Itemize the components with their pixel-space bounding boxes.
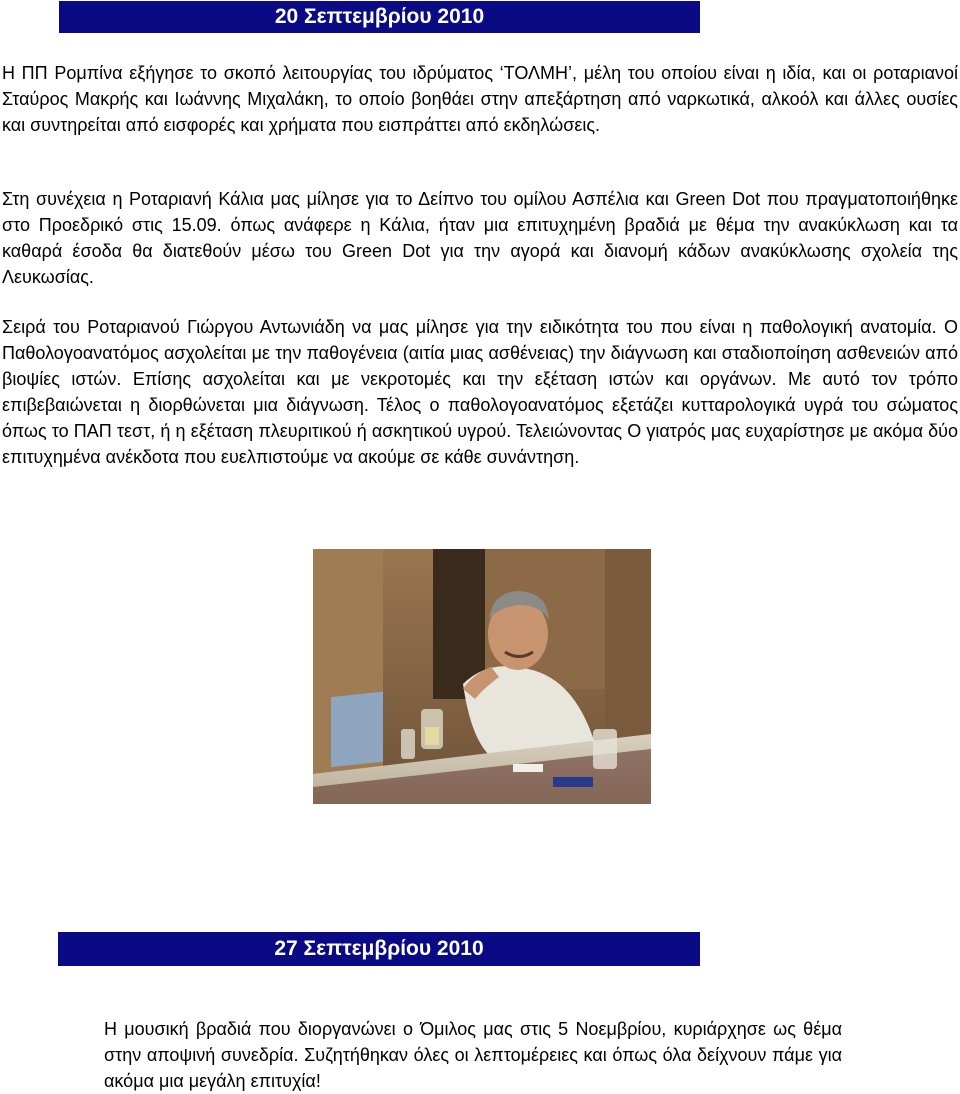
date-banner-27-sept xyxy=(58,932,700,966)
paragraph-pathology: Σειρά του Ροταριανού Γιώργου Αντωνιάδη να μας μίλησε για την ειδικότητα του που είναι η παθολογική ανατομία. Ο Παθολογοανατόμος ασχολείται με την παθογένεια (αιτία μιας ασθένειας) την διάγνωση και σταδιοποίηση ασθενειών από βιοψίες ιστών. Επίσης ασχολείται και με νεκροτομές και την εξέταση ιστών και οργάνων. Με αυτό τον τρόπο επιβεβαιώνεται η διορθώνεται μια διάγνωση. Τέλος ο παθολογοανατόμος εξετάζει κυτταρολογικά υγρά του σώματος όπως το ΠΑΠ τεστ, ή η εξέταση πλευριτικού ή ασκητικού υγρού. Τελειώνοντας Ο γιατρός μας ευχαρίστησε με ακόμα δύο επιτυχημένα ανέκδοτα που ευελπιστούμε να ακούμε σε κάθε συνάντηση. xyxy=(2,317,958,467)
date-heading: 20 Σεπτεμβρίου 2010 xyxy=(274,5,485,28)
meeting-photo xyxy=(313,549,651,804)
paragraph-green-dot: Στη συνέχεια η Ροταριανή Κάλια μας μίλησε για το Δείπνο του ομίλου Ασπέλια και Green Dot που πραγματοποιήθηκε στο Προεδρικό στις 15.09. όπως ανάφερε η Κάλια, ήταν μια επιτυχημένη βραδιά με θέμα την ανακύκλωση και τα καθαρά έσοδα θα διατεθούν μέσω του Green Dot για την αγορά και διανομή κάδων ανακύκλωσης σχολεία της Λευκωσίας. xyxy=(2,189,958,287)
date-banner-20-sept xyxy=(59,1,700,33)
paragraph-music-night: Η μουσική βραδιά που διοργανώνει ο Όμιλος μας στις 5 Νοεμβρίου, κυριάρχησε ως θέμα στην αποψινή συνεδρία. Συζητήθηκαν όλες οι λεπτομέρειες και όπως όλα δείχνουν πάμε για ακόμα μια μεγάλη επιτυχία! xyxy=(104,1019,842,1091)
paragraph-tolmi: Η ΠΠ Ρομπίνα εξήγησε το σκοπό λειτουργίας του ιδρύματος ‘ΤΟΛΜΗ’, μέλη του οποίου είναι η ιδία, και οι ροταριανοί Σταύρος Μακρής και Ιωάννης Μιχαλάκη, το οποίο βοηθάει στην απεξάρτηση από ναρκωτικά, αλκοόλ και άλλες ουσίες και συντηρείται από εισφορές και χρήματα που εισπράττει από εκδηλώσεις. xyxy=(2,63,958,135)
date-heading: 27 Σεπτεμβρίου 2010 xyxy=(274,937,484,960)
